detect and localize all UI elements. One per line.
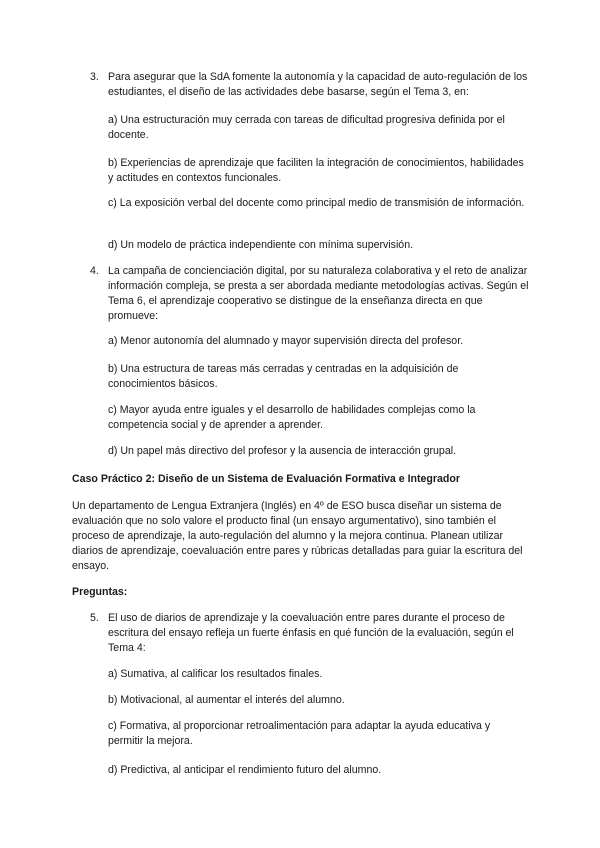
question-4-option-a: a) Menor autonomía del alumnado y mayor supervisión directa del profesor.: [108, 335, 464, 347]
question-5-option-d: d) Predictiva, al anticipar el rendimiento futuro del alumno.: [108, 764, 382, 776]
question-number: 5.: [90, 612, 99, 624]
question-5-option-b: b) Motivacional, al aumentar el interés del alumno.: [108, 694, 345, 706]
case-study-title: Caso Práctico 2: Diseño de un Sistema de Evaluación Formativa e Integrador: [72, 473, 460, 485]
question-number: 3.: [90, 71, 99, 83]
question-4-option-d: d) Un papel más directivo del profesor y la ausencia de interacción grupal.: [108, 445, 457, 457]
question-text: El uso de diarios de aprendizaje y la coevaluación entre pares durante el proceso de escritura del ensayo refleja un fuerte énfasis en qué función de la evaluación, según el Tema 4:: [108, 612, 514, 654]
question-3: [90, 70, 530, 100]
case-study-body: Un departamento de Lengua Extranjera (Inglés) en 4º de ESO busca diseñar un sistema de evaluación que no solo valore el producto final (un ensayo argumentativo), sino también el proceso de aprendizaje, la auto-regulación del alumno y la mejora continua. Planean utilizar diarios de aprendizaje, coevaluación entre pares y rúbricas detalladas para guiar la escritura del ensayo.: [72, 500, 523, 572]
question-3-option-b: b) Experiencias de aprendizaje que faciliten la integración de conocimientos, habilidades y actitudes en contextos funcionales.: [108, 157, 524, 184]
questions-heading: Preguntas:: [72, 586, 128, 598]
question-3-option-a: a) Una estructuración muy cerrada con tareas de dificultad progresiva definida por el docente.: [108, 114, 505, 141]
question-text: Para asegurar que la SdA fomente la autonomía y la capacidad de auto-regulación de los estudiantes, el diseño de las actividades debe basarse, según el Tema 3, en:: [108, 71, 528, 98]
question-4-option-b: b) Una estructura de tareas más cerradas y centradas en la adquisición de conocimientos básicos.: [108, 363, 459, 390]
question-4: [90, 264, 530, 324]
question-5-option-c: c) Formativa, al proporcionar retroalimentación para adaptar la ayuda educativa y permitir la mejora.: [108, 720, 491, 747]
question-3-option-c: c) La exposición verbal del docente como principal medio de transmisión de información.: [108, 197, 525, 209]
question-5: [90, 611, 530, 656]
question-3-option-d: d) Un modelo de práctica independiente con mínima supervisión.: [108, 239, 414, 251]
question-number: 4.: [90, 265, 99, 277]
question-5-option-a: a) Sumativa, al calificar los resultados finales.: [108, 668, 323, 680]
question-text: La campaña de concienciación digital, por su naturaleza colaborativa y el reto de analizar información compleja, se presta a ser abordada mediante metodologías activas. Según el Tema 6, el aprendizaje cooperativo se distingue de la enseñanza directa en que promueve:: [108, 265, 529, 322]
question-4-option-c: c) Mayor ayuda entre iguales y el desarrollo de habilidades complejas como la competencia social y de aprender a aprender.: [108, 404, 476, 431]
